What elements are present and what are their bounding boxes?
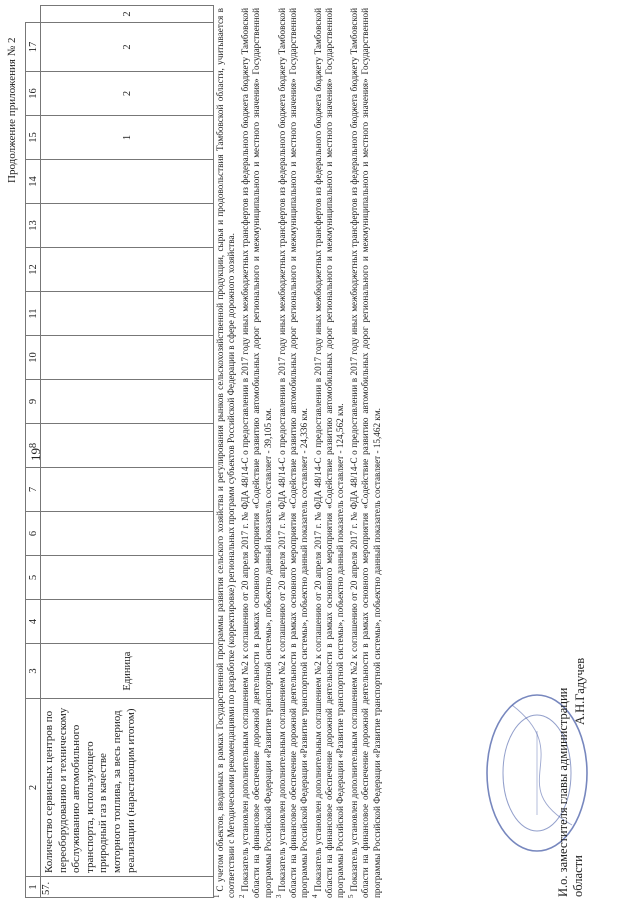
value-cell: 2	[41, 23, 214, 72]
table-header-cell: 14	[26, 160, 41, 204]
footnote-mark: 5	[347, 894, 356, 898]
value-cell	[41, 512, 214, 556]
table-header-cell: 3	[26, 644, 41, 699]
indicator-name: Количество сервисных центров по переоборудованию и техническому обслуживанию автомобильного транспорта, использующего природный газ в качестве моторного топлива, за весь период реализации (нарастающим итогом)	[41, 699, 214, 877]
footnote-text: Показатель установлен дополнительным соглашением №2 к соглашению от 20 апреля 2017 г. № ФДА 48/14-С о предоставлении в 2017 году иных межбюджетных трансфертов из федерального бюджета бюджету Тамбовской области на финансовое обеспечение дорожной деятельности в рамках основного мероприятия «Содействие развитию автомобильных дорог регионального и межмуниципального и местного значения» Государственной программы Российской Федерации «Развитие транспортной системы», побьектно данный показатель составляет - 24,336 км.	[276, 8, 309, 898]
footnote-mark: 1	[213, 894, 221, 898]
table-header-cell: 8	[26, 424, 41, 468]
value-cell	[41, 204, 214, 248]
footnote-mark: 3	[274, 894, 283, 898]
sheet-header: Продолжение приложения № 2	[6, 37, 18, 183]
page-number: 19	[28, 448, 43, 461]
value-cell	[41, 380, 214, 424]
footnotes	[212, 8, 383, 898]
table-header-cell: 1	[26, 877, 41, 898]
table-row	[41, 6, 214, 898]
table-header-cell: 2	[26, 699, 41, 877]
table-header-cell: 9	[26, 380, 41, 424]
value-cell: 1	[41, 116, 214, 160]
table-header-cell: 17	[26, 23, 41, 72]
table-header-cell: 10	[26, 336, 41, 380]
value-cell	[41, 160, 214, 204]
indicator-unit: Единица	[41, 644, 214, 699]
footnote	[310, 8, 346, 898]
footnote-text: Показатель установлен дополнительным соглашением №2 к соглашению от 20 апреля 2017 г. № ФДА 48/14-С о предоставлении в 2017 году иных межбюджетных трансфертов из федерального бюджета бюджету Тамбовской области на финансовое обеспечение дорожной деятельности в рамках основного мероприятия «Содействие развитию автомобильных дорог регионального и межмуниципального и местного значения» Государственной программы Российской Федерации «Развитие транспортной системы», побьектно данный показатель составляет - 39,105 км.	[240, 8, 273, 898]
indicators-table	[25, 5, 214, 898]
row-number: 57.	[41, 877, 214, 898]
value-cell	[41, 468, 214, 512]
value-cell	[41, 336, 214, 380]
footnote-mark: 4	[310, 894, 319, 898]
value-cell	[41, 248, 214, 292]
table-header-cell: 5	[26, 556, 41, 600]
table-header-cell: 12	[26, 248, 41, 292]
table-header-cell: 16	[26, 72, 41, 116]
value-cell	[41, 424, 214, 468]
footnote-text: С учетом объектов, вводимых в рамках Государственной программы развития сельского хозяйства и регулирования рынков сельскохозяйственной продукции, сырья и продовольствия Тамбовской области, учитывается в соответствии с Методическими рекомендациями по разработке (корректировке) региональных программ субъектов Российской Федерации в сфере дорожного хозяйства.	[215, 8, 237, 898]
table-header-cell: 7	[26, 468, 41, 512]
signatory-title-line: И.о. заместителя главы администрации	[556, 687, 570, 897]
signatory-name: А.Н.Гадучев	[573, 657, 587, 725]
value-cell	[41, 292, 214, 336]
footnote	[346, 8, 382, 898]
table-header-cell: 11	[26, 292, 41, 336]
table-header-row	[26, 6, 41, 898]
table-header-cell: 6	[26, 512, 41, 556]
footnote	[212, 8, 237, 898]
table-header-cell: 4	[26, 600, 41, 644]
table-header-cell: 13	[26, 204, 41, 248]
value-cell	[41, 600, 214, 644]
signatory-title-line: области	[571, 855, 585, 897]
value-cell: 2	[41, 72, 214, 116]
footnote	[274, 8, 310, 898]
footnote-text: Показатель установлен дополнительным соглашением №2 к соглашению от 20 апреля 2017 г. № ФДА 48/14-С о предоставлении в 2017 году иных межбюджетных трансфертов из федерального бюджета бюджету Тамбовской области на финансовое обеспечение дорожной деятельности в рамках основного мероприятия «Содействие развитию автомобильных дорог регионального и межмуниципального и местного значения» Государственной программы Российской Федерации «Развитие транспортной системы», побьектно данный показатель составляет - 124,562 км.	[313, 8, 346, 898]
value-cell: 2	[41, 6, 214, 23]
table-header-cell: 15	[26, 116, 41, 160]
footnote-text: Показатель установлен дополнительным соглашением №2 к соглашению от 20 апреля 2017 г. № ФДА 48/14-С о предоставлении в 2017 году иных межбюджетных трансфертов из федерального бюджета бюджету Тамбовской области на финансовое обеспечение дорожной деятельности в рамках основного мероприятия «Содействие развитию автомобильных дорог регионального и межмуниципального и местного значения» Государственной программы Российской Федерации «Развитие транспортной системы», побьектно данный показатель составляет - 15,462 км.	[349, 8, 382, 898]
footnote-mark: 2	[238, 894, 247, 898]
footnote	[237, 8, 273, 898]
value-cell	[41, 556, 214, 600]
